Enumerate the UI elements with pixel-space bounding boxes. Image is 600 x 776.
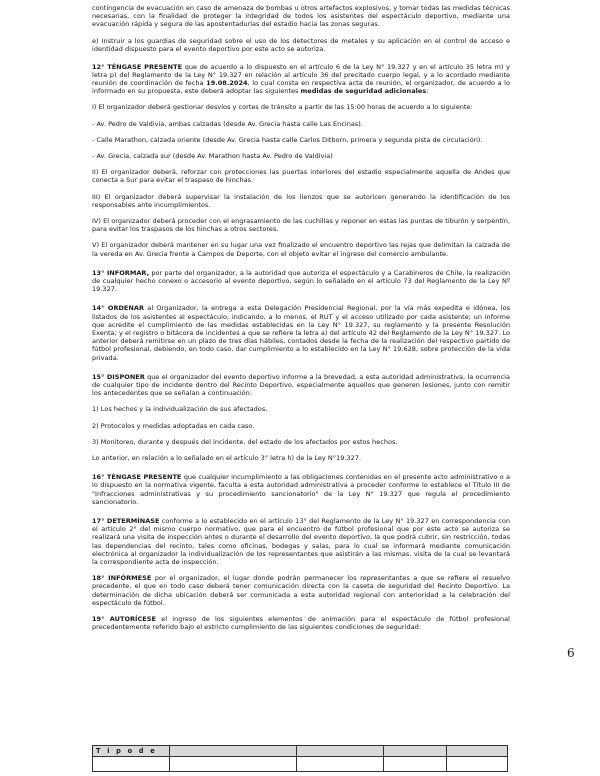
section-15: 15° DISPONER que el organizador del evento deportivo informe a la brevedad, a esta autoridad administrativa, la ocurrencia de cualquier tipo de incidente dentro del Recinto Deportivo, especialmente aquellos que generen lesiones, junto con remitir los antecedentes que se señalan a continuación:: [92, 372, 510, 398]
section-16-heading: 16° TÉNGASE PRESENTE: [92, 473, 182, 482]
table-header-cell: [447, 746, 508, 757]
section-19: 19° AUTORÍCESE el ingreso de los siguientes elementos de animación para el espectáculo de fútbol profesional precedentemente referido bajo el estricto cumplimiento de las siguientes condiciones de seguridad:: [92, 615, 510, 632]
table-header-tipo: T i p o d e: [93, 746, 170, 757]
section-14-heading: 14° ORDENAR: [92, 304, 144, 313]
section-18: 18° INFÓRMESE por el organizador, el lugar donde podrán permanecer los representantes a que se refiere el resuelvo precedente, el que en todo caso deberá tener comunicación directa con la caseta de seguridad del Recinto Deportivo. La determinación de dicha ubicación deberá ser comunicada a esta autoridad regional con anterioridad a la celebración del espectáculo de fútbol.: [92, 574, 510, 607]
measure-I-bullet-3: - Av. Grecia, calzada sur (desde Av. Marathon hasta Av. Pedro de Valdivia): [92, 151, 333, 160]
table-cell: [170, 757, 297, 772]
measure-III: III) El organizador deberá supervisar la instalación de los lienzos que se autoricen generando la identificación de los responsables ante incumplimientos.: [92, 192, 510, 209]
paragraph-evacuation: contingencia de evacuación en caso de amenaza de bombas u otros artefactos explosivos, y tomar todas las medidas técnicas necesarias, con la finalidad de proteger la integridad de todos los asistentes del espectáculo deportivo, mediante una evacuación rápida y segura de las apostentadurías del estadio hacia las zonas seguras.: [92, 4, 510, 29]
table-cell: [384, 757, 447, 772]
section-14: 14° ORDENAR al Organizador, la entrega a esta Delegación Presidencial Regional, por la vía más expedita e idónea, los listados de los asistentes al espectáculo, indicando, a lo menos, el RUT y el acceso utilizado por cada asistente; un informe que acredite el cumplimiento de las medidas establecidas en la Ley N° 19.327, su reglamento y la presente Resolución Exenta; y el registro o bitácora de incidentes a que se refiere la letra a) del artículo 42 del Reglamento de la Ley N° 19.327. Lo anterior deberá remitirse en un plazo de tres días hábiles, contados desde la fecha de la realización del respectivo partido de fútbol profesional, debiendo, en todo caso, dar cumplimiento a lo establecido en la Ley N° 19.628, sobre protección de la vida privada.: [92, 304, 511, 362]
section-15-heading: 15° DISPONER: [92, 372, 145, 381]
table-cell: [93, 757, 170, 772]
measure-II: II) El organizador deberá, reforzar con protecciones las puertas interiores del estadio especialmente aquella de Andes que conecta a Sur para evitar el traspaso de hinchas.: [92, 168, 510, 185]
section-19-heading: 19° AUTORÍCESE: [92, 615, 156, 624]
table-header-cell: [384, 746, 447, 757]
measure-IV: IV) El organizador deberá proceder con el engrasamiento de las cuchillas y reponer en estas las puntas de tiburón y serpentín, para evitar los traspasos de los hinchas a otros sectores.: [92, 216, 510, 234]
section-17-heading: 17° DETERMÍNASE: [92, 517, 160, 526]
table-cell: [297, 757, 384, 772]
section-13-heading: 13° INFORMAR,: [92, 268, 150, 277]
measure-I-bullet-1: - Av. Pedro de Valdivia, ambas calzadas (desde Av. Grecia hasta calle Las Encinas).: [92, 119, 363, 128]
animation-elements-table: [92, 745, 508, 772]
section-13: 13° INFORMAR, por parte del organizador, a la autoridad que autoriza el espectáculo y a Carabineros de Chile, la realización de cualquier hecho conexo o accesorio al evento deportivo, según lo señalado en el artículo 73 del Reglamento de la Ley Nº 19.327.: [92, 268, 510, 294]
section-12: 12° TÉNGASE PRESENTE que de acuerdo a lo dispuesto en el artículo 6 de la Ley N° 19.327 y en el artículo 35 letra m) y letra p) del Reglamento de la Ley N° 19.327 en relación al artículo 36 del precitado cuerpo legal, y a lo acordado mediante reunión de coordinación de fecha 19.08.2024, lo cual consta en respectiva acta de reunión, el organizador, de acuerdo a lo informado en su propuesta, este deberá adoptar las siguientes medidas de seguridad adicionales:: [92, 62, 510, 96]
page-number: 6: [567, 646, 575, 660]
section-15-item-1: 1) Los hechos y la individualización de sus afectados.: [92, 405, 268, 414]
measure-I-bullet-2: - Calle Marathon, calzada oriente (desde Av. Grecia hasta calle Carlos Ditborn, primera y segunda pista de circulación).: [92, 135, 483, 144]
table-cell: [447, 757, 508, 772]
paragraph-e-guards: e) Instruir a los guardias de seguridad sobre el uso de los detectores de metales y su aplicación en el control de acceso e identidad dispuesto para el evento deportivo por este acto se autoriza.: [92, 36, 510, 53]
section-15-item-3: 3) Monitoreo, durante y después del incidente, del estado de los afectados por estos hechos.: [92, 437, 398, 446]
section-17: 17° DETERMÍNASE conforme a lo establecido en el artículo 13° del Reglamento de la Ley N° 19.327 en correspondencia con el artículo 2° del mismo cuerpo normativo, que para el encuentro de fútbol profesional que por este acto se autoriza se realizará una visita de inspección antes o durante el desarrollo del evento deportivo, la que podrá cubrir, sin restricción, todas las dependencias del recinto, tales como oficinas, bodegas y salas, para lo cual se informará mediante comunicación electrónica al organizador la individualización de los representantes que asistirán a las mismas, visita de la cual se levantará la correspondiente acta de inspección.: [92, 517, 510, 567]
section-15-closing: Lo anterior, en relación a lo señalado en el artículo 3° letra h) de la Ley N°19.327.: [92, 454, 362, 463]
section-12-heading: 12° TÉNGASE PRESENTE: [92, 62, 183, 71]
measure-V: V) El organizador deberá mantener en su lugar una vez finalizado el encuentro deportivo las rejas que delimitan la calzada de la vereda en Av. Grecia frente a Campos de Deporte, con el objeto evitar el ingreso del comercio ambulante.: [92, 241, 510, 258]
document-body: [92, 0, 510, 631]
measure-I: I) El organizador deberá gestionar desvíos y cortes de tránsito a partir de las 15:00 horas de acuerdo a lo siguiente:: [92, 103, 473, 112]
section-16: 16° TÉNGASE PRESENTE que cualquier incumplimiento a las obligaciones contenidas en el presente acto administrativo o a lo dispuesto en la normativa vigente, faculta a esta autoridad administrativa a proceder conforme lo establece el Título III de "Infracciones administrativas y su procedimiento sancionatorio" de la Ley N° 19.327 que regula el procedimiento sancionatorio.: [92, 473, 510, 506]
meeting-date: 19.08.2024: [206, 78, 248, 87]
table-header-cell: [170, 746, 297, 757]
section-18-heading: 18° INFÓRMESE: [92, 574, 152, 583]
section-15-item-2: 2) Protocolos y medidas adoptadas en cada caso.: [92, 421, 255, 430]
table-header-cell: [297, 746, 384, 757]
